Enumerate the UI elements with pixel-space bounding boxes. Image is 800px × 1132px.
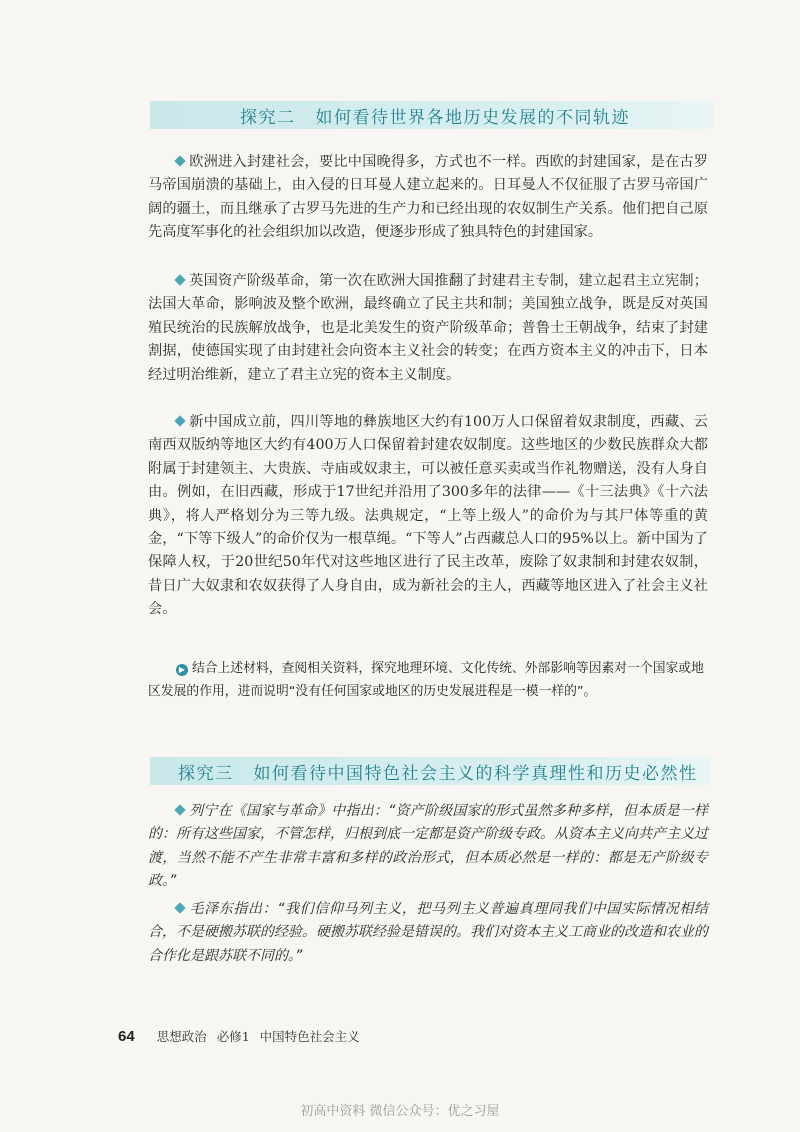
section-2-label: 探究二 xyxy=(240,107,296,128)
paragraph-text: 新中国成立前，四川等地的彝族地区大约有100万人口保留着奴隶制度，西藏、云南西双版纳等地区大约有400万人口保留着封建农奴制度。这些地区的少数民族群众大都附属于封建领主、大贵族、寺庙或奴隶主，可以被任意买卖或当作礼物赠送，没有人身自由。例如，在旧西藏，形成于17世纪并沿用了300多年的法律——《十三法典》《十六法典》，将人严格划分为三等九级。法典规定，“上等上级人”的命价为与其尸体等重的黄金，“下等下级人”的命价仅为一根草绳。“下等人”占西藏总人口的95%以上。新中国为了保障人权，于20世纪50年代对这些地区进行了民主改革，废除了奴隶制和封建农奴制，昔日广大奴隶和农奴获得了人身自由，成为新社会的主人，西藏等地区进入了社会主义社会。 xyxy=(148,414,708,618)
section-2-banner xyxy=(150,101,713,129)
section-2-paragraph xyxy=(148,151,708,245)
section-2-title: 如何看待世界各地历史发展的不同轨迹 xyxy=(315,107,630,128)
inquiry-task xyxy=(148,657,708,703)
section-2-paragraph xyxy=(148,270,708,387)
page-footer xyxy=(118,1027,360,1045)
quote-text: 毛泽东指出：“我们信仰马列主义，把马列主义普遍真理同我们中国实际情况相结合，不是硬搬苏联的经验。硬搬苏联经验是错误的。我们对资本主义工商业的改造和农业的合作化是跟苏联不同的。” xyxy=(148,901,708,964)
quote-text: 列宁在《国家与革命》中指出：“资产阶级国家的形式虽然多种多样，但本质是一样的：所有这些国家，不管怎样，归根到底一定都是资产阶级专政。从资本主义向共产主义过渡，当然不能不产生非常丰富和多样的政治形式，但本质必然是一样的：都是无产阶级专政。” xyxy=(148,803,708,890)
footer-book-title: 中国特色社会主义 xyxy=(259,1029,360,1044)
task-text: 结合上述材料，查阅相关资料，探究地理环境、文化传统、外部影响等因素对一个国家或地区发展的作用，进而说明“没有任何国家或地区的历史发展进程是一模一样的”。 xyxy=(148,661,704,699)
paragraph-text: 欧洲进入封建社会，要比中国晚得多，方式也不一样。西欧的封建国家，是在古罗马帝国崩溃的基础上，由入侵的日耳曼人建立起来的。日耳曼人不仅征服了古罗马帝国广阔的疆土，而且继承了古罗马先进的生产力和已经出现的农奴制生产关系。他们把自己原先高度军事化的社会组织加以改造，便逐步形成了独具特色的封建国家。 xyxy=(148,154,708,241)
footer-volume: 必修1 xyxy=(216,1029,250,1044)
watermark-text: 初高中资料 微信公众号：优之习屋 xyxy=(300,1104,500,1119)
mao-quote xyxy=(148,898,708,968)
footer-subject: 思想政治 xyxy=(156,1029,207,1044)
diamond-bullet-icon xyxy=(174,415,185,426)
section-3-banner xyxy=(150,757,710,785)
play-arrow-icon: ▶ xyxy=(176,664,188,676)
lenin-quote xyxy=(148,800,708,894)
diamond-bullet-icon xyxy=(174,902,185,913)
diamond-bullet-icon xyxy=(174,274,185,285)
section-3-title: 如何看待中国特色社会主义的科学真理性和历史必然性 xyxy=(253,763,698,784)
section-3-label: 探究三 xyxy=(178,763,234,784)
diamond-bullet-icon xyxy=(174,155,185,166)
paragraph-text: 英国资产阶级革命，第一次在欧洲大国推翻了封建君主专制，建立起君主立宪制；法国大革命，影响波及整个欧洲，最终确立了民主共和制；美国独立战争，既是反对英国殖民统治的民族解放战争，也是北美发生的资产阶级革命；普鲁士王朝战争，结束了封建割据，使德国实现了由封建社会向资本主义社会的转变；在西方资本主义的冲击下，日本经过明治维新，建立了君主立宪的资本主义制度。 xyxy=(148,273,708,383)
diamond-bullet-icon xyxy=(174,804,185,815)
page-number: 64 xyxy=(118,1028,135,1045)
section-2-paragraph xyxy=(148,411,708,622)
